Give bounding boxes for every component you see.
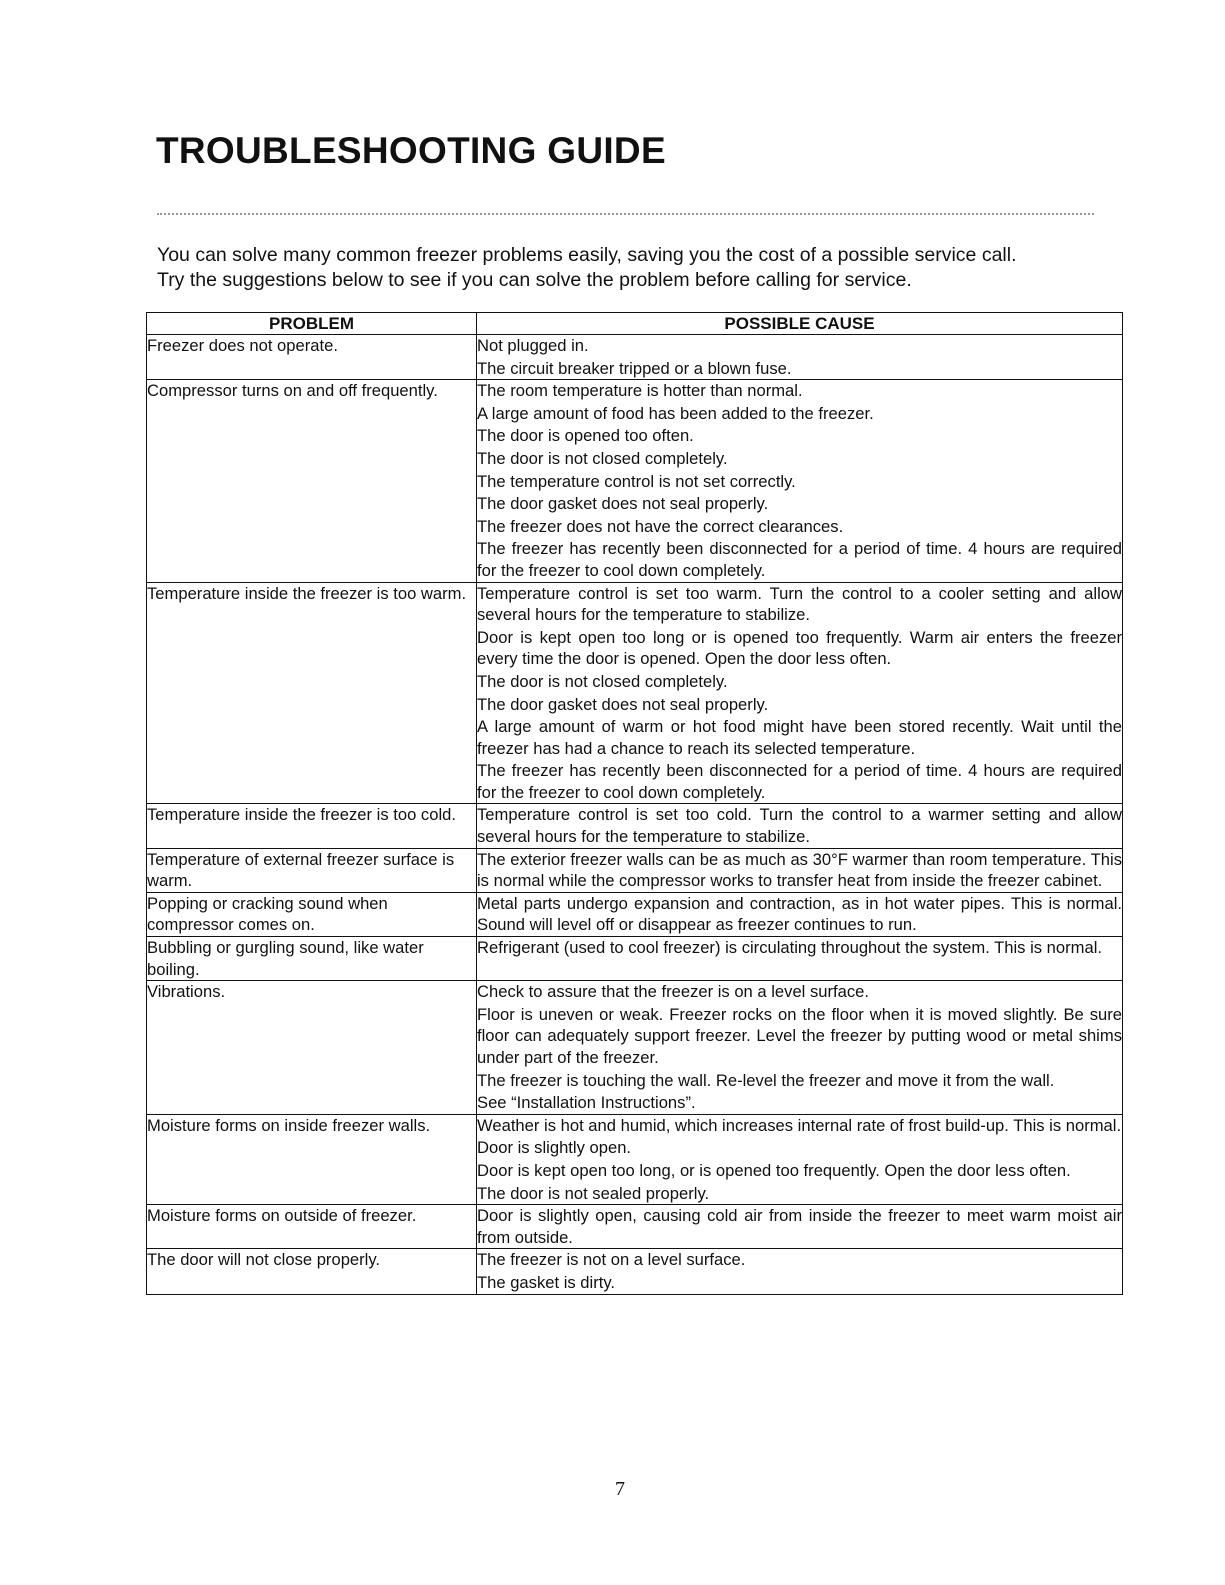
possible-cause-item: Door is slightly open, causing cold air from inside the freezer to meet warm moist air from outside. [477, 1206, 1122, 1247]
problem-cell: Moisture forms on outside of freezer. [147, 1205, 477, 1249]
possible-cause-item: Door is slightly open. [477, 1138, 632, 1158]
problem-cell: Compressor turns on and off frequently. [147, 380, 477, 582]
possible-cause-item: The circuit breaker tripped or a blown fuse. [477, 358, 792, 378]
possible-cause-item: Temperature control is set too cold. Turn the control to a warmer setting and allow several hours for the temperature to stabilize. [477, 805, 1122, 847]
possible-cause-item: Refrigerant (used to cool freezer) is circulating throughout the system. This is normal. [477, 938, 1102, 958]
table-row [147, 981, 1123, 1115]
table-row [147, 892, 1123, 936]
possible-cause-item: The freezer has recently been disconnected for a period of time. 4 hours are required for the freezer to cool down completely. [477, 539, 1122, 580]
possible-cause-item: The temperature control is not set correctly. [477, 471, 796, 491]
table-row [147, 804, 1123, 848]
problem-cell: Bubbling or gurgling sound, like water boiling. [147, 937, 477, 981]
problem-cell: Temperature of external freezer surface is warm. [147, 848, 477, 892]
possible-cause-item: The exterior freezer walls can be as much as 30°F warmer than room temperature. This is normal while the compressor works to transfer heat from inside the freezer cabinet. [477, 849, 1122, 891]
table-row [147, 335, 1123, 380]
possible-cause-item: Metal parts undergo expansion and contraction, as in hot water pipes. This is normal. Sound will level off or disappear as freezer continues to run. [477, 893, 1122, 935]
possible-cause-item: See “Installation Instructions”. [477, 1093, 696, 1113]
possible-cause-item: The door gasket does not seal properly. [477, 494, 769, 514]
table-row [147, 380, 1123, 582]
cause-column-header: POSSIBLE CAUSE [477, 313, 1123, 335]
possible-cause-item: The room temperature is hotter than normal. [477, 381, 803, 401]
problem-cell: Popping or cracking sound when compressor comes on. [147, 892, 477, 936]
possible-cause-cell [477, 1114, 1123, 1204]
intro-paragraph [157, 243, 1157, 293]
possible-cause-cell [477, 1249, 1123, 1294]
problem-cell: Temperature inside the freezer is too warm. [147, 582, 477, 804]
intro-line: You can solve many common freezer problems easily, saving you the cost of a possible service call. [157, 244, 1017, 266]
possible-cause-item: Check to assure that the freezer is on a level surface. [477, 982, 869, 1002]
possible-cause-item: The door is opened too often. [477, 426, 694, 446]
table-row [147, 848, 1123, 892]
possible-cause-item: The door is not closed completely. [477, 448, 728, 468]
possible-cause-cell [477, 892, 1123, 936]
possible-cause-cell [477, 937, 1123, 981]
possible-cause-item: The freezer does not have the correct clearances. [477, 516, 844, 536]
possible-cause-item: Not plugged in. [477, 336, 589, 355]
problem-cell: Temperature inside the freezer is too cold. [147, 804, 477, 848]
table-row [147, 582, 1123, 804]
possible-cause-item: Floor is uneven or weak. Freezer rocks on the floor when it is moved slightly. Be sure floor can adequately support freezer. Level the freezer by putting wood or metal shims under part of the freezer. [477, 1004, 1122, 1067]
possible-cause-cell [477, 804, 1123, 848]
title-divider [157, 213, 1094, 215]
possible-cause-cell [477, 1205, 1123, 1249]
table-header-row [147, 313, 1123, 335]
possible-cause-item: The freezer is not on a level surface. [477, 1250, 746, 1270]
problem-column-header: PROBLEM [147, 313, 477, 335]
problem-cell: The door will not close properly. [147, 1249, 477, 1294]
problem-cell: Freezer does not operate. [147, 335, 477, 380]
possible-cause-cell [477, 335, 1123, 380]
possible-cause-item: The freezer is touching the wall. Re-level the freezer and move it from the wall. [477, 1070, 1055, 1090]
possible-cause-item: Weather is hot and humid, which increases internal rate of frost build-up. This is normal. [477, 1115, 1122, 1135]
table-row [147, 937, 1123, 981]
possible-cause-cell [477, 582, 1123, 804]
possible-cause-item: Door is kept open too long, or is opened too frequently. Open the door less often. [477, 1160, 1071, 1180]
table-row [147, 1249, 1123, 1294]
table-row [147, 1114, 1123, 1204]
possible-cause-cell [477, 981, 1123, 1115]
table-row [147, 1205, 1123, 1249]
possible-cause-item: The door gasket does not seal properly. [477, 694, 769, 714]
possible-cause-item: The gasket is dirty. [477, 1272, 616, 1292]
intro-line: Try the suggestions below to see if you can solve the problem before calling for service. [157, 269, 912, 291]
possible-cause-item: A large amount of food has been added to the freezer. [477, 403, 874, 423]
table-body [147, 335, 1123, 1295]
page-title: TROUBLESHOOTING GUIDE [156, 130, 666, 171]
possible-cause-cell [477, 380, 1123, 582]
possible-cause-item: The door is not sealed properly. [477, 1183, 710, 1203]
page-number: 7 [615, 1478, 625, 1500]
possible-cause-cell [477, 848, 1123, 892]
possible-cause-item: Temperature control is set too warm. Turn the control to a cooler setting and allow several hours for the temperature to stabilize. [477, 583, 1122, 625]
problem-cell: Vibrations. [147, 981, 477, 1115]
possible-cause-item: Door is kept open too long or is opened too frequently. Warm air enters the freezer every time the door is opened. Open the door less often. [477, 627, 1122, 669]
possible-cause-item: The door is not closed completely. [477, 671, 728, 691]
troubleshooting-table [146, 312, 1123, 1295]
possible-cause-item: A large amount of warm or hot food might have been stored recently. Wait until the freezer has had a chance to reach its selected temperature. [477, 717, 1122, 758]
problem-cell: Moisture forms on inside freezer walls. [147, 1114, 477, 1204]
possible-cause-item: The freezer has recently been disconnected for a period of time. 4 hours are required for the freezer to cool down completely. [477, 761, 1122, 802]
